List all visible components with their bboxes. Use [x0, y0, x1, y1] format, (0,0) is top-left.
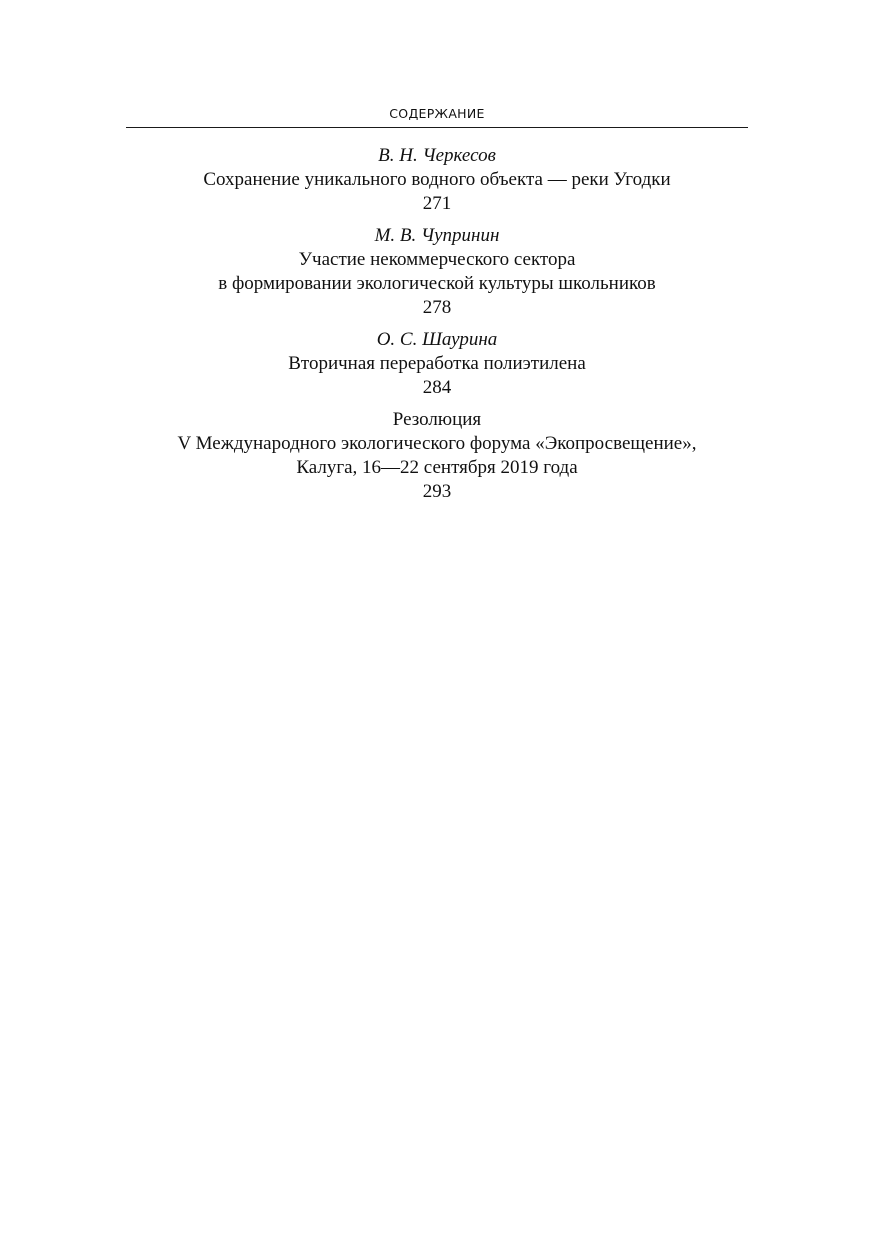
- table-of-contents: [126, 144, 748, 512]
- toc-entry-cherkesov[interactable]: [126, 144, 748, 216]
- header-rule: [126, 127, 748, 128]
- toc-entry-resolution[interactable]: [126, 408, 748, 504]
- toc-entry-title: Участие некоммерческого сектора: [298, 249, 576, 270]
- toc-entry-title: в формировании экологической культуры школьников: [218, 273, 656, 294]
- toc-entry-page-number: 271: [422, 193, 452, 214]
- running-head: СОДЕРЖАНИЕ: [389, 106, 485, 121]
- toc-entry-author: М. В. Чупринин: [374, 225, 500, 246]
- toc-entry-chuprinin[interactable]: [126, 224, 748, 320]
- toc-entry-author: О. С. Шаурина: [376, 329, 498, 350]
- toc-entry-title: Резолюция: [392, 409, 482, 430]
- toc-entry-page-number: 278: [422, 297, 452, 318]
- toc-entry-shaurina[interactable]: [126, 328, 748, 400]
- toc-entry-page-number: 284: [422, 377, 452, 398]
- toc-entry-title: V Международного экологического форума «Экопросвещение»,: [177, 433, 697, 454]
- toc-entry-title: Вторичная переработка полиэтилена: [288, 353, 586, 374]
- toc-entry-title: Сохранение уникального водного объекта — реки Угодки: [203, 169, 671, 190]
- toc-entry-page-number: 293: [422, 481, 452, 502]
- toc-entry-title: Калуга, 16—22 сентября 2019 года: [296, 457, 578, 478]
- toc-entry-author: В. Н. Черкесов: [378, 145, 496, 166]
